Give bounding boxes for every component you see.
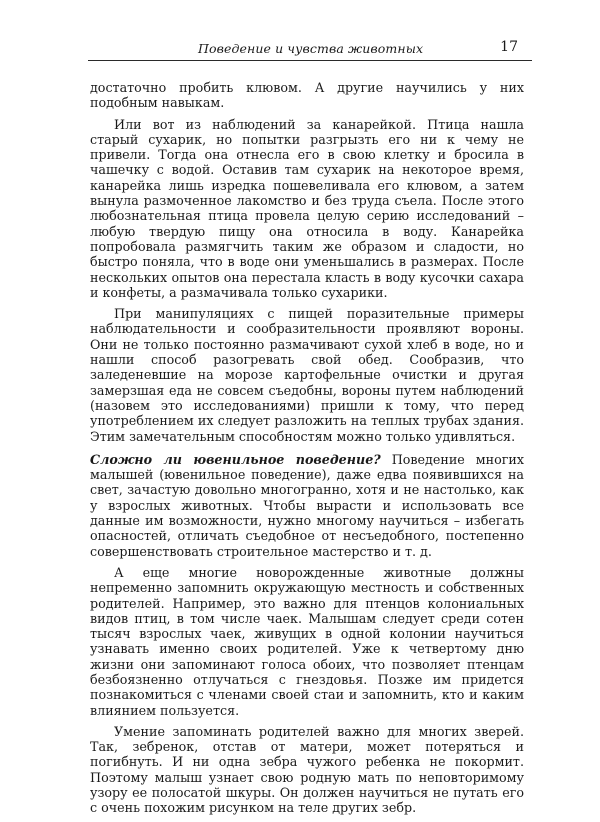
- page-header: [88, 38, 532, 61]
- paragraph-gulls: А еще многие новорожденные животные должны непременно запомнить окружающую местность и собственных родителей. Например, это важно для птенцов колониальных видов птиц, в том числе чаек. Малышам следует среди сотен тысяч взрослых чаек, живущих в одной колонии научиться узнавать именно своих родителей. Уже к четвертому дню жизни они запоминают голоса обоих, что позволяет птенцам безбоязненно отлучаться с гнездовья. Позже им придется познакомиться с членами своей стаи и запомнить, кто и каким влиянием пользуется.: [90, 564, 524, 718]
- paragraph-crows: При манипуляциях с пищей поразительные примеры наблюдательности и сообразительности проявляют вороны. Они не только постоянно размачивают сухой хлеб в воде, но и нашли способ разогревать свой обед. Сообразив, что заледеневшие на морозе картофельные очистки и другая замерзшая еда не совсем съедобны, вороны путем наблюдений (назовем это исследованиями) пришли к тому, что перед употреблением их следует разложить на теплых трубах здания. Этим замечательным способностям можно только удивляться.: [90, 306, 524, 444]
- paragraph-canary: Или вот из наблюдений за канарейкой. Птица нашла старый сухарик, но попытки разгрызть его ни к чему не привели. Тогда она отнесла его в свою клетку и бросила в чашечку с водой. Оставив там сухарик на некоторое время, канарейка лишь изредка пошевеливала его клювом, а затем вынула размоченное лакомство и без труда съела. После этого любознательная птица провела целую серию исследований – любую твердую пищу она относила в воду. Канарейка попробовала размягчить таким же образом и сладости, но быстро поняла, что в воде они уменьшались в размерах. После нескольких опытов она перестала класть в воду кусочки сахара и конфеты, а размачивала только сухарики.: [90, 116, 524, 300]
- paragraph-continued: достаточно пробить клювом. А другие научились у них подобным навыкам.: [90, 80, 524, 111]
- section-juvenile: [90, 452, 524, 559]
- running-title: Поведение и чувства животных: [198, 41, 424, 56]
- section-heading: Сложно ли ювенильное поведение?: [90, 451, 381, 467]
- section-intro-text: Поведение многих малышей (ювенильное поведение), даже едва появившихся на свет, зачастую довольно многогранно, хотя и не настолько, как у взрослых животных. Чтобы вырасти и использовать все данные им возможности, нужно многому научиться – избегать опасностей, отличать съедобное от несъедобного, постепенно совершенствовать строительное мастерство и т. д.: [90, 451, 524, 559]
- paragraph-zebras: Умение запоминать родителей важно для многих зверей. Так, зебренок, отстав от матери, может потеряться и погибнуть. И ни одна зебра чужого ребенка не покормит. Поэтому малыш узнает свою родную мать по неповторимому узору ее полосатой шкуры. Он должен научиться не путать его с очень похожим рисунком на теле других зебр.: [90, 723, 524, 816]
- page-number: 17: [500, 39, 518, 55]
- page-body: [90, 80, 524, 822]
